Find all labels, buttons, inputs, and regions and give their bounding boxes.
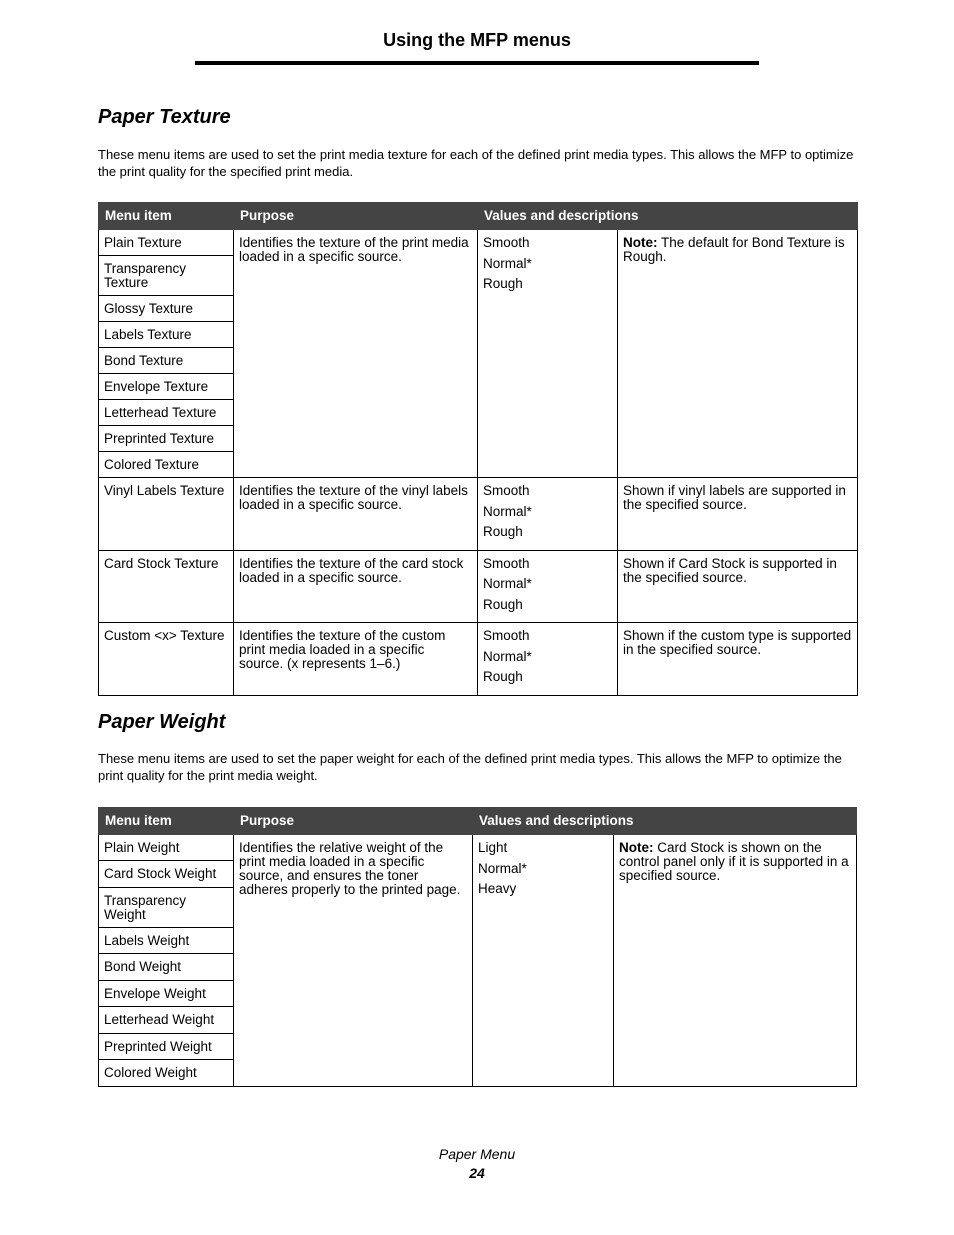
header-rule	[195, 61, 759, 65]
note-label: Note:	[619, 840, 654, 855]
menu-item-cell: Labels Texture	[99, 322, 234, 348]
value-option: Rough	[483, 669, 523, 684]
menu-item-cell: Letterhead Texture	[99, 400, 234, 426]
table-row	[99, 835, 857, 861]
menu-item-cell: Letterhead Weight	[99, 1007, 234, 1034]
menu-item-cell: Envelope Texture	[99, 374, 234, 400]
value-option: Normal*	[483, 576, 532, 591]
menu-item-cell: Plain Texture	[99, 230, 234, 256]
menu-item-cell: Glossy Texture	[99, 296, 234, 322]
value-option: Rough	[483, 524, 523, 539]
menu-item-cell: Labels Weight	[99, 928, 234, 954]
purpose-cell: Identifies the texture of the vinyl labels loaded in a specific source.	[234, 478, 478, 551]
purpose-cell: Identifies the relative weight of the print media loaded in a specific source, and ensures the toner adheres properly to the printed page.	[234, 835, 473, 1087]
description-cell	[614, 835, 857, 1087]
footer-section-label: Paper Menu	[438, 1146, 516, 1162]
description-cell: Shown if the custom type is supported in the specified source.	[618, 623, 858, 696]
menu-item-cell: Transparency Texture	[99, 256, 234, 296]
value-option: Smooth	[483, 628, 530, 643]
values-cell	[478, 623, 618, 696]
menu-item-cell: Card Stock Weight	[99, 861, 234, 888]
values-cell	[478, 230, 618, 478]
page-header-title: Using the MFP menus	[383, 30, 571, 50]
value-option: Normal*	[478, 860, 527, 876]
note-label: Note:	[623, 235, 658, 250]
purpose-cell: Identifies the texture of the card stock loaded in a specific source.	[234, 550, 478, 623]
description-cell: Shown if Card Stock is supported in the specified source.	[618, 550, 858, 623]
description-cell: Shown if vinyl labels are supported in the specified source.	[618, 478, 858, 551]
column-header-purpose: Purpose	[234, 203, 478, 230]
note-text: Card Stock is shown on the control panel only if it is supported in a specified source.	[619, 840, 849, 883]
menu-item-cell: Preprinted Texture	[99, 426, 234, 452]
menu-item-cell: Colored Texture	[99, 452, 234, 478]
column-header-menu-item: Menu item	[99, 808, 234, 835]
section-intro-paper-weight: These menu items are used to set the paper weight for each of the defined print media types. This allows the MFP to optimize the print quality for the print media weight.	[98, 751, 842, 783]
value-option: Normal*	[483, 503, 532, 519]
menu-item-cell: Bond Weight	[99, 954, 234, 981]
column-header-values: Values and descriptions	[473, 808, 857, 835]
paper-weight-table	[98, 807, 857, 1087]
column-header-purpose: Purpose	[234, 808, 473, 835]
value-option: Smooth	[483, 555, 530, 571]
menu-item-cell: Bond Texture	[99, 348, 234, 374]
menu-item-cell: Transparency Weight	[99, 888, 234, 928]
value-option: Heavy	[478, 881, 517, 896]
values-cell	[473, 835, 614, 1087]
table-row	[99, 550, 858, 623]
section-title-paper-texture: Paper Texture	[98, 106, 231, 128]
menu-item-cell: Card Stock Texture	[99, 550, 234, 623]
value-option: Rough	[483, 276, 523, 291]
purpose-cell: Identifies the texture of the custom print media loaded in a specific source. (x represents 1–6.)	[234, 623, 478, 696]
value-option: Normal*	[483, 648, 532, 664]
value-option: Smooth	[483, 235, 530, 250]
table-row	[99, 623, 858, 696]
menu-item-cell: Envelope Weight	[99, 981, 234, 1007]
section-intro-paper-texture: These menu items are used to set the print media texture for each of the defined print media types. This allows the MFP to optimize the print quality for the specified print media.	[98, 147, 854, 179]
menu-item-cell: Preprinted Weight	[99, 1034, 234, 1060]
values-cell	[478, 478, 618, 551]
note-text: The default for Bond Texture is Rough.	[623, 235, 845, 264]
section-title-paper-weight: Paper Weight	[98, 711, 226, 733]
values-cell	[478, 550, 618, 623]
value-option: Smooth	[483, 483, 530, 498]
description-cell	[618, 230, 858, 478]
purpose-cell: Identifies the texture of the print media loaded in a specific source.	[234, 230, 478, 478]
menu-item-cell: Vinyl Labels Texture	[99, 478, 234, 551]
value-option: Normal*	[483, 255, 532, 271]
menu-item-cell: Plain Weight	[99, 835, 234, 861]
value-option: Light	[478, 840, 508, 855]
menu-item-cell: Custom <x> Texture	[99, 623, 234, 696]
footer-page-number: 24	[469, 1165, 485, 1181]
value-option: Rough	[483, 596, 523, 612]
paper-texture-table	[98, 202, 858, 696]
menu-item-cell: Colored Weight	[99, 1060, 234, 1087]
column-header-values: Values and descriptions	[478, 203, 858, 230]
table-row	[99, 230, 858, 256]
table-row	[99, 478, 858, 551]
column-header-menu-item: Menu item	[99, 203, 234, 230]
